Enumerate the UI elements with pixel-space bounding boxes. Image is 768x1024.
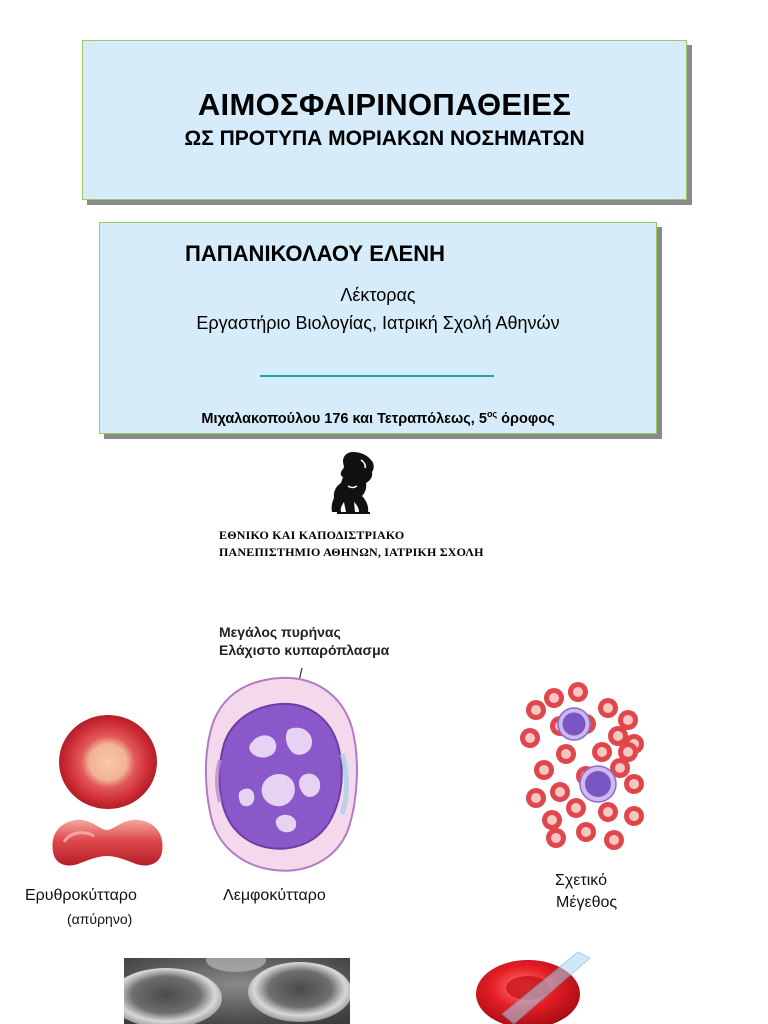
lymph-note-cytoplasm: Ελάχιστο κυπαρόπλασμα	[219, 642, 390, 658]
red-cell-center-icon	[597, 747, 607, 757]
erythrocyte-label: Ερυθροκύτταρο	[25, 887, 137, 904]
lymphocyte-illustration	[202, 664, 362, 876]
university-logo-icon	[326, 450, 380, 516]
red-cell-center-icon	[539, 765, 549, 775]
red-cell-center-icon	[613, 731, 623, 741]
red-cell-center-icon	[551, 833, 561, 843]
red-cell-center-icon	[531, 705, 541, 715]
red-cell-center-icon	[629, 779, 639, 789]
author-name: ΠΑΠΑΝΙΚΟΛΑΟΥ ΕΛΕΝΗ	[185, 241, 446, 266]
red-cell-center-icon	[549, 693, 559, 703]
page-subtitle: ΩΣ ΠΡΟΤΥΠΑ ΜΟΡΙΑΚΩΝ ΝΟΣΗΜΑΤΩΝ	[184, 127, 585, 150]
red-cell-center-icon	[555, 787, 565, 797]
page-title: ΑΙΜΟΣΦΑΙΡΙΝΟΠΑΘΕΙΕΣ	[197, 87, 572, 122]
author-address: Μιχαλακοπούλου 176 και Τετραπόλεως, $5^{o\varsigma}$ όροφος	[201, 409, 555, 427]
university-name-line1: ΕΘΝΙΚΟ ΚΑΙ ΚΑΠΟΔΙΣΤΡΙΑΚΟ	[219, 528, 405, 542]
erythrocyte-3d-illustration	[472, 944, 592, 1024]
red-cell-center-icon	[573, 687, 583, 697]
electron-micrograph-image	[124, 958, 350, 1024]
red-cell-center-icon	[571, 803, 581, 813]
red-cell-center-icon	[603, 807, 613, 817]
red-cell-center-icon	[603, 703, 613, 713]
erythrocyte-side-illustration	[50, 812, 165, 872]
red-cell-center-icon	[609, 835, 619, 845]
red-cell-center-icon	[525, 733, 535, 743]
relative-size-label-line2: Μέγεθος	[556, 894, 618, 911]
lymphocyte-nucleus-icon	[562, 712, 585, 735]
red-cell-center-icon	[531, 793, 541, 803]
red-cell-center-icon	[581, 827, 591, 837]
erythrocyte-sublabel: (απύρηνο)	[67, 911, 133, 927]
red-cell-center-icon	[547, 815, 557, 825]
red-cell-center-icon	[629, 811, 639, 821]
red-cell-center-icon	[561, 749, 571, 759]
lymphocyte-nucleus-icon	[585, 771, 611, 797]
author-department: Εργαστήριο Βιολογίας, Ιατρική Σχολή Αθηνών	[196, 313, 560, 333]
title-box	[82, 40, 687, 200]
author-role: Λέκτορας	[340, 285, 416, 305]
relative-size-label-line1: Σχετικό	[555, 872, 607, 889]
red-cell-center-icon	[623, 747, 633, 757]
lymph-note-nucleus: Μεγάλος πυρήνας	[219, 624, 341, 640]
divider-line	[260, 375, 494, 377]
lymphocyte-label: Λεμφοκύτταρο	[223, 887, 326, 904]
author-box	[99, 222, 657, 434]
red-cell-center-icon	[623, 715, 633, 725]
university-name-line2: ΠΑΝΕΠΙΣΤΗΜΙΟ ΑΘΗΝΩΝ, ΙΑΤΡΙΚΗ ΣΧΟΛΗ	[219, 545, 484, 559]
erythrocyte-top-illustration	[58, 714, 158, 810]
relative-size-illustration	[516, 680, 656, 860]
red-cell-center-icon	[615, 763, 625, 773]
